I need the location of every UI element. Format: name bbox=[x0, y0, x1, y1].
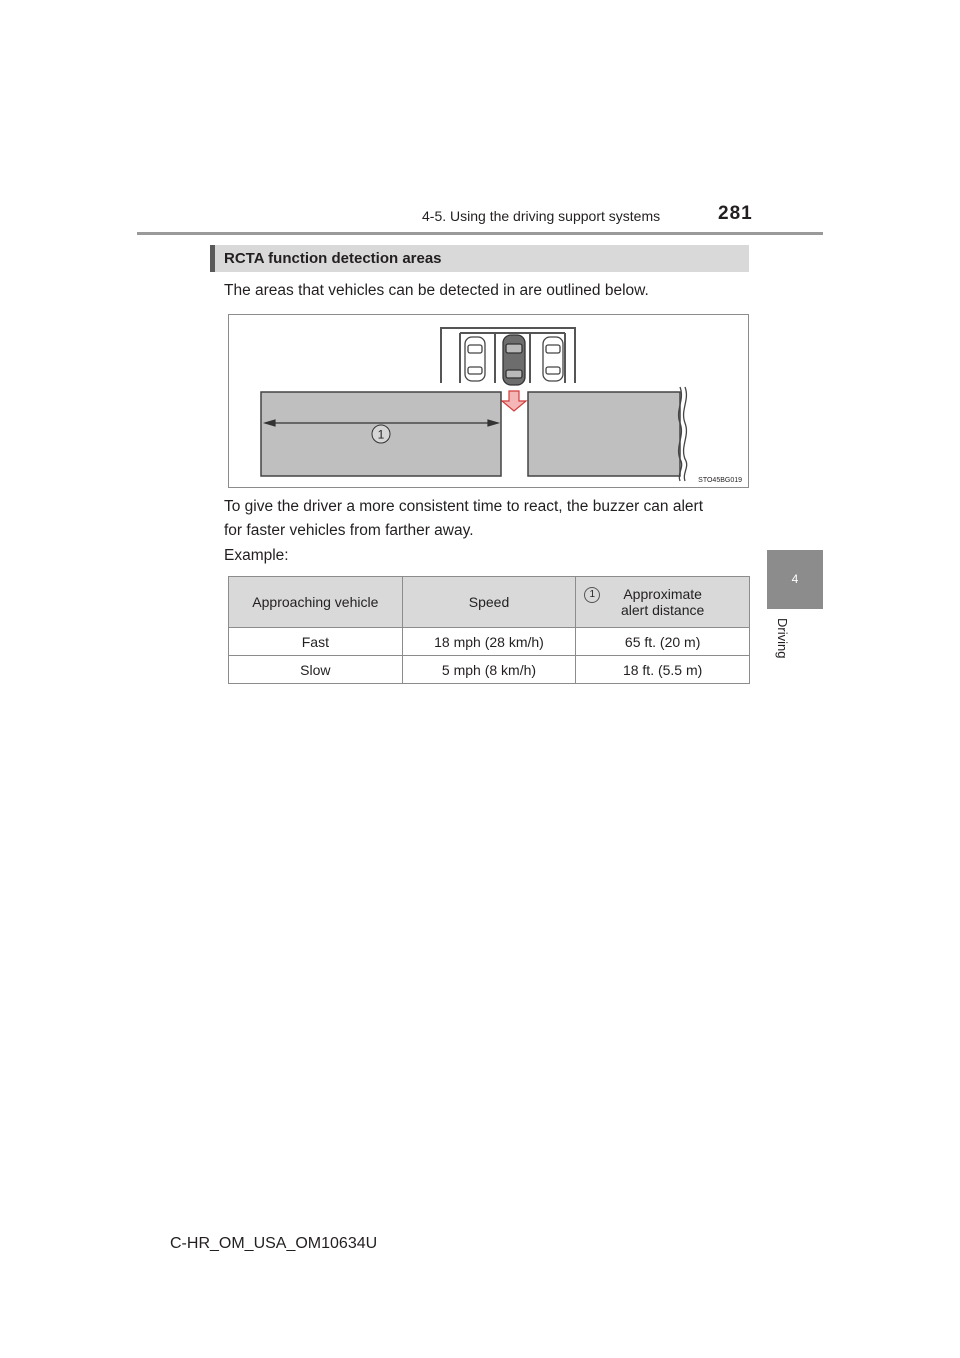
table-row bbox=[229, 656, 750, 684]
chapter-tab: 4 bbox=[767, 550, 823, 609]
example-label: Example: bbox=[224, 547, 289, 564]
header-alert-distance-line2: alert distance bbox=[621, 602, 705, 618]
body-line-2: for faster vehicles from farther away. bbox=[224, 522, 474, 539]
section-heading bbox=[210, 245, 749, 272]
table-header-row bbox=[229, 577, 750, 628]
chapter-label: Driving bbox=[775, 618, 790, 659]
table-row bbox=[229, 628, 750, 656]
cell-vehicle: Fast bbox=[229, 628, 403, 656]
intro-paragraph: The areas that vehicles can be detected in are outlined below. bbox=[224, 282, 649, 299]
break-line bbox=[684, 387, 687, 481]
detection-area-figure bbox=[228, 314, 749, 488]
reversing-car bbox=[503, 335, 525, 385]
header-alert-distance bbox=[576, 577, 750, 628]
cell-distance: 18 ft. (5.5 m) bbox=[576, 656, 750, 684]
figure-code: STO45BG019 bbox=[698, 477, 742, 484]
parked-car-right bbox=[543, 337, 563, 381]
parked-car-left bbox=[465, 337, 485, 381]
running-header: 4-5. Using the driving support systems bbox=[422, 208, 661, 224]
section-heading-text: RCTA function detection areas bbox=[224, 250, 442, 267]
cell-speed: 5 mph (8 km/h) bbox=[402, 656, 576, 684]
page-number: 281 bbox=[718, 203, 753, 224]
cell-speed: 18 mph (28 km/h) bbox=[402, 628, 576, 656]
body-line-1: To give the driver a more consistent time to react, the buzzer can alert bbox=[224, 498, 704, 515]
callout-number: 1 bbox=[377, 427, 385, 442]
detection-area-diagram bbox=[229, 315, 748, 487]
alert-distance-table bbox=[228, 576, 750, 684]
header-speed: Speed bbox=[402, 577, 576, 628]
header-alert-distance-line1: Approximate bbox=[623, 586, 702, 602]
header-rule bbox=[137, 232, 823, 235]
header-approaching-vehicle: Approaching vehicle bbox=[229, 577, 403, 628]
document-id: C-HR_OM_USA_OM10634U bbox=[170, 1235, 378, 1252]
cell-vehicle: Slow bbox=[229, 656, 403, 684]
detection-area-right bbox=[528, 392, 680, 476]
callout-marker: 1 bbox=[584, 587, 600, 603]
cell-distance: 65 ft. (20 m) bbox=[576, 628, 750, 656]
reverse-arrow bbox=[502, 391, 526, 411]
